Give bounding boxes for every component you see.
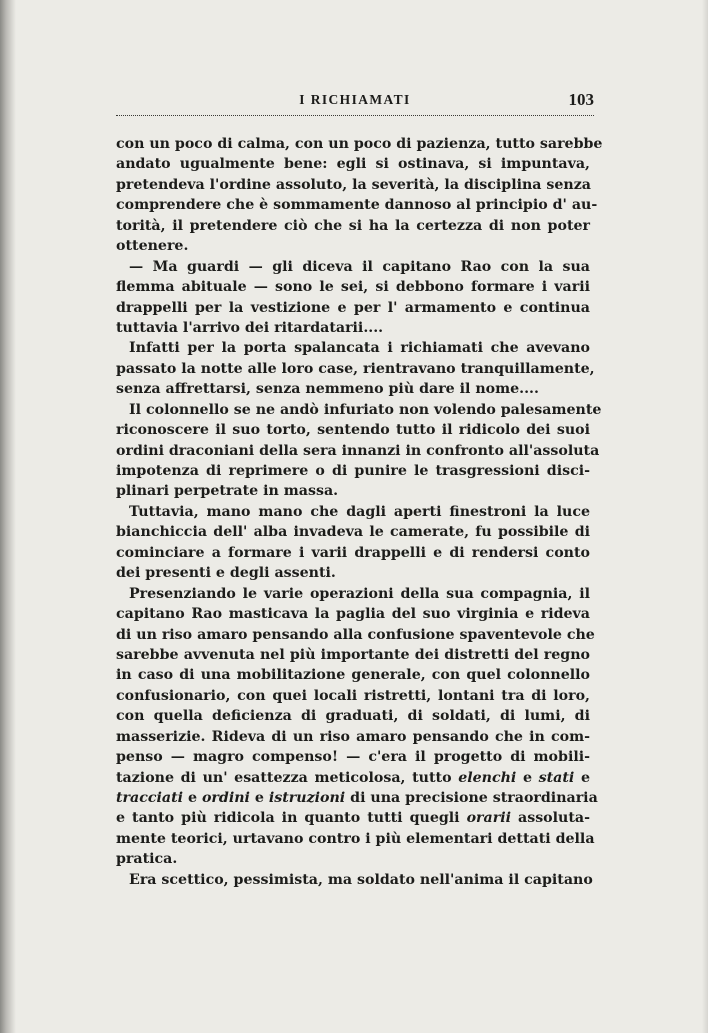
text-line: andato ugualmente bene: egli si ostinava, si impuntava, <box>116 156 590 173</box>
text-line: pratica. <box>116 851 178 868</box>
text-line: ottenere. <box>116 238 189 255</box>
text-line: confusionario, con quei locali ristretti, lontani tra di loro, <box>116 687 590 704</box>
text-line: Tuttavia, mano mano che dagli aperti finestroni la luce <box>129 503 590 520</box>
text-line: Il colonnello se ne andò infuriato non volendo palesamente <box>129 401 602 418</box>
text-line: passato la notte alle loro case, rientravano tranquillamente, <box>116 360 595 377</box>
text-line: impotenza di reprimere o di punire le trasgressioni disci- <box>116 463 590 479</box>
text-line-mixed <box>116 808 590 828</box>
text-line: cominciare a formare i varii drappelli e di rendersi conto <box>116 544 590 561</box>
text-run: e <box>187 790 198 806</box>
italic-term: stati <box>538 769 575 786</box>
text-line: masserizie. Rideva di un riso amaro pensando che in com- <box>116 728 590 745</box>
text-line: bianchiccia dell' alba invadeva le camerate, fu possibile di <box>116 524 590 541</box>
text-line: comprendere che è sommamente dannoso al principio d' au- <box>116 197 598 214</box>
text-line: drappelli per la vestizione e per l' armamento e continua <box>116 299 590 316</box>
text-line: — Ma guardi — gli diceva il capitano Rao con la sua <box>129 258 590 275</box>
page-number: 103 <box>568 90 594 109</box>
italic-term: ordini <box>201 790 250 806</box>
italic-term: tracciati <box>116 790 184 806</box>
text-line: mente teorici, urtavano contro i più elementari dettati della <box>116 830 595 847</box>
text-line: dei presenti e degli assenti. <box>116 565 336 582</box>
text-line: tuttavia l'arrivo dei ritardatarii.... <box>116 319 384 336</box>
text-line: capitano Rao masticava la paglia del suo virginia e rideva <box>116 606 590 623</box>
text-line: con un poco di calma, con un poco di pazienza, tutto sarebbe <box>116 136 603 152</box>
text-line: torità, il pretendere ciò che si ha la certezza di non poter <box>116 217 590 234</box>
text-line: con quella deficienza di graduati, di soldati, di lumi, di <box>116 708 590 725</box>
text-run: tazione di un' esattezza meticolosa, tutto <box>116 769 452 786</box>
body-text <box>116 134 603 890</box>
text-run: e <box>580 769 590 786</box>
italic-term: istruzioni <box>268 790 346 806</box>
text-line: senza affrettarsi, senza nemmeno più dare il nome.... <box>116 381 539 398</box>
text-line: ordini draconiani della sera innanzi in confronto all'assoluta <box>116 442 600 459</box>
text-line: Era scettico, pessimista, ma soldato nell'anima il capitano <box>129 871 593 888</box>
header-dotted-rule <box>116 115 594 116</box>
text-line: plinari perpetrate in massa. <box>116 483 339 500</box>
text-line: Infatti per la porta spalancata i richiamati che avevano <box>129 340 590 357</box>
text-line: sarebbe avvenuta nel più importante dei distretti del regno <box>116 646 590 663</box>
chapter-title: I RICHIAMATI <box>299 92 411 107</box>
text-line: di un riso amaro pensando alla confusione spaventevole che <box>116 626 595 643</box>
text-line: riconoscere il suo torto, sentendo tutto il ridicolo dei suoi <box>116 422 590 439</box>
text-line: Presenziando le varie operazioni della sua compagnia, il <box>129 585 590 602</box>
text-line: penso — magro compenso! — c'era il progetto di mobili- <box>116 749 590 766</box>
text-line: pretendeva l'ordine assoluto, la severità, la disciplina senza <box>116 176 591 193</box>
text-run: assoluta- <box>518 810 590 827</box>
text-line-mixed <box>116 788 598 808</box>
text-run: e <box>254 790 264 806</box>
text-line: in caso di una mobilitazione generale, con quel colonnello <box>116 667 590 684</box>
text-run: e <box>522 769 532 786</box>
text-run: e tanto più ridicola in quanto tutti quegli <box>116 810 460 827</box>
running-head <box>116 90 594 112</box>
italic-term: orarii <box>466 810 511 827</box>
text-line: flemma abituale — sono le sei, si debbono formare i varii <box>116 279 590 296</box>
text-line-mixed <box>116 768 590 788</box>
italic-term: elenchi <box>458 769 517 786</box>
text-run: di una precisione straordinaria <box>350 790 598 806</box>
